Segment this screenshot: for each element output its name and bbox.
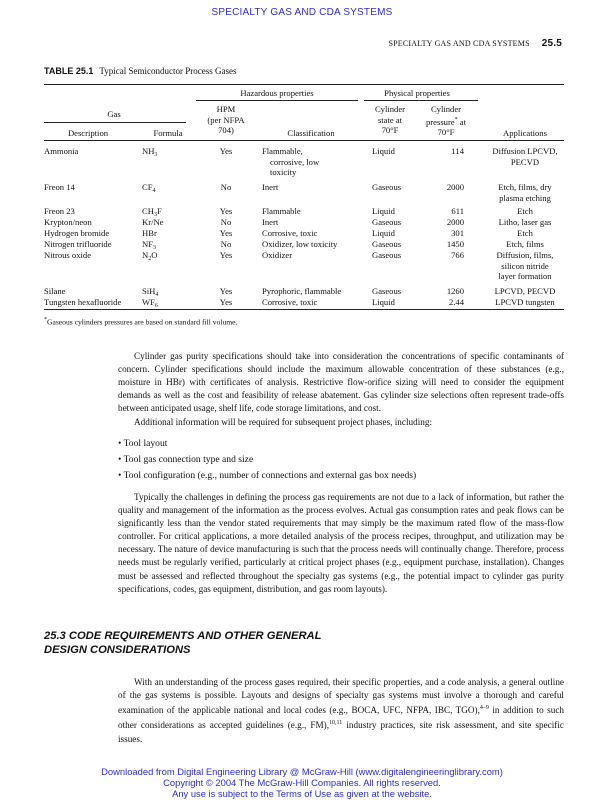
hpm-value: No — [220, 217, 232, 227]
formula-main: SiH — [142, 286, 156, 296]
applications-value: Etch — [517, 206, 533, 216]
gas-group-header: Gas — [107, 109, 121, 119]
cylinder-pressure: 2000 — [446, 217, 464, 227]
cylinder-state: Liquid — [372, 146, 395, 156]
hpm-value: Yes — [219, 206, 233, 216]
classification-value: Corrosive, toxic — [262, 297, 318, 307]
classification-value: Oxidizer — [262, 250, 293, 260]
classification-value: Inert — [262, 182, 279, 192]
formula-main: NF — [142, 239, 153, 249]
cylinder-pressure: 1260 — [446, 286, 464, 296]
formula-subscript: 2 — [148, 256, 152, 262]
classification-value: Inert — [262, 217, 279, 227]
cylinder-state: Gaseous — [372, 217, 402, 227]
formula-tail: F — [156, 206, 162, 216]
applications-value: Diffusion LPCVD, PECVD — [492, 146, 558, 167]
paragraph-code-requirements: With an understanding of the process gases required, their specific properties, and a code analysis, a general outline of the gas systems is possible. Layouts and designs of specialty gas systems must involve a thorough and careful examination of the applicable national and local codes (e.g., BOCA, UFC, NFPA, IBC, TGO),$^{4-9}$ in addition to such other considerations as accepted guidelines (e.g., FM),$^{10,11}$ industry practices, site risk assessment, and site specific issues. — [118, 677, 564, 744]
gas-description: Silane — [44, 286, 66, 296]
footer-banner — [0, 766, 604, 799]
hpm-value: Yes — [219, 228, 233, 238]
formula-main: N — [142, 250, 149, 260]
gas-formula — [142, 228, 194, 239]
gas-formula — [142, 217, 194, 228]
list-item: • Tool layout — [118, 438, 168, 449]
description-header: Description — [67, 128, 109, 138]
gas-description: Ammonia — [44, 146, 79, 156]
classification-value: Oxidizer, low toxicity — [262, 239, 338, 249]
cylinder-pressure: 301 — [451, 228, 464, 238]
applications-value: Litho, laser gas — [498, 217, 552, 227]
formula-main: Kr/Ne — [142, 217, 164, 227]
cylinder-state: Liquid — [372, 228, 395, 238]
reference-superscript: 10,11 — [329, 720, 343, 727]
gas-group-rule — [44, 122, 186, 123]
classification-value: Pyrophoric, flammable — [262, 286, 342, 296]
applications-value: Etch, films — [506, 239, 544, 249]
formula-subscript: 3 — [153, 245, 156, 251]
hazardous-group-rule — [196, 100, 358, 101]
paragraph-purity: Cylinder gas purity specifications should take into consideration the concentrations of specific contaminants of concern. Cylinder specifications should include the maximum allowable concentration of these substances (e.g., moisture in HBr) with certificates of analysis. Restrictive flow-orifice sizing will need to consider the equipment demands as well as the cost and feasibility of release abatement. Gas cylinder size selections often represent trade-offs between anticipated usage, shelf life, code storage limitations, and cost. — [118, 351, 564, 414]
footer-terms-line: Any use is subject to the Terms of Use as given at the website. — [172, 788, 432, 799]
list-item: • Tool configuration (e.g., number of connections and external gas box needs) — [118, 470, 417, 481]
paragraph-additional-info: Additional information will be required for subsequent project phases, including: — [134, 417, 433, 427]
cylinder-pressure: 2000 — [446, 182, 464, 192]
hpm-value: No — [220, 239, 232, 249]
reference-superscript: 4–9 — [479, 705, 489, 712]
gas-description: Freon 14 — [44, 182, 75, 192]
gas-description: Nitrous oxide — [44, 250, 92, 260]
gas-description: Nitrogen trifluoride — [44, 239, 112, 249]
formula-main: WF — [142, 297, 155, 307]
formula-subscript: 4 — [152, 188, 156, 194]
cylinder-pressure: 114 — [451, 146, 464, 156]
cylinder-pressure: 1450 — [446, 239, 464, 249]
physical-group-rule — [364, 100, 478, 101]
formula-subscript: 4 — [155, 292, 159, 298]
footer-copyright-line: Copyright © 2004 The McGraw-Hill Companies. All rights reserved. — [163, 777, 441, 788]
footnote-mark: * — [44, 317, 47, 323]
header-bottom-rule — [44, 140, 564, 141]
state-header: Cylinder state at 70°F — [374, 104, 406, 135]
formula-main: CF — [142, 182, 153, 192]
formula-main: NH — [142, 146, 155, 156]
classification-header: Classification — [287, 128, 335, 138]
cylinder-state: Liquid — [372, 206, 395, 216]
formula-subscript: 6 — [154, 303, 158, 309]
hpm-value: No — [220, 182, 232, 192]
cylinder-state: Liquid — [372, 297, 395, 307]
formula-header: Formula — [153, 128, 183, 138]
running-head — [388, 38, 562, 49]
gas-description: Krypton/neon — [44, 217, 92, 227]
hpm-value: Yes — [219, 250, 233, 260]
cylinder-pressure: 611 — [451, 206, 464, 216]
section-heading: 25.3 CODE REQUIREMENTS AND OTHER GENERAL DESIGN CONSIDERATIONS — [44, 630, 322, 656]
applications-value: Etch, films, dry plasma etching — [498, 182, 552, 203]
physical-group-header: Physical properties — [384, 88, 450, 98]
footer-download-line[interactable]: Downloaded from Digital Engineering Library @ McGraw-Hill (www.digitalengineeringlibrary.com) — [101, 766, 503, 777]
cylinder-state: Gaseous — [372, 182, 402, 192]
hpm-value: Yes — [219, 286, 233, 296]
table-title: Typical Semiconductor Process Gases — [99, 66, 237, 76]
hpm-value: Yes — [219, 146, 233, 156]
cylinder-pressure: 2.44 — [448, 297, 464, 307]
classification-value: Flammable, corrosive, low toxicity — [262, 146, 320, 177]
table-bottom-rule — [44, 309, 564, 310]
cylinder-pressure: 766 — [451, 250, 464, 260]
footnote-text: Gaseous cylinders pressures are based on standard fill volume. — [47, 317, 238, 327]
paragraph-challenges: Typically the challenges in defining the process gas requirements are not due to a lack of information, but rather the quality and management of the information as the process evolves. Actual gas consumption rates and peak flows can be significantly less than the vendor stated requirements that may simply be the maximum rated flow of the mass-flow controller. For critical applications, a more detailed analysis of the process recipes, throughput, and utilization may be necessary. The nature of device manufacturing is such that the process needs will continually change. Therefore, process needs must be regularly verified, particularly at critical project phases (e.g., equipment purchase, installation). Changes must be assessed and reflected throughout the specialty gas systems (e.g., the potential impact to cylinder gas purity specifications, codes, gas equipment, distribution, and gas room layouts). — [118, 492, 564, 594]
gas-description: Hydrogen bromide — [44, 228, 110, 238]
applications-value: LPCVD tungsten — [495, 297, 555, 307]
applications-value: Etch — [517, 228, 533, 238]
formula-tail: O — [151, 250, 158, 260]
table-footnote — [44, 317, 237, 327]
hpm-header: HPM (per NFPA 704) — [207, 104, 245, 135]
page-number: 25.5 — [541, 38, 562, 49]
gas-formula — [142, 250, 194, 265]
cylinder-state: Gaseous — [372, 250, 402, 260]
gas-description: Tungsten hexafluoride — [44, 297, 122, 307]
table-caption — [44, 66, 236, 76]
applications-value: LPCVD, PECVD — [494, 286, 556, 296]
classification-value: Corrosive, toxic — [262, 228, 318, 238]
list-item: • Tool gas connection type and size — [118, 454, 254, 465]
gas-formula — [142, 146, 194, 161]
formula-subscript: 3 — [154, 152, 158, 158]
applications-value: Diffusion, films, silicon nitride layer formation — [496, 250, 554, 281]
table-top-rule — [44, 84, 564, 85]
pressure-footnote-mark: * — [454, 116, 458, 123]
cylinder-state: Gaseous — [372, 239, 402, 249]
gas-description: Freon 23 — [44, 206, 75, 216]
cylinder-state: Gaseous — [372, 286, 402, 296]
running-head-title: SPECIALTY GAS AND CDA SYSTEMS — [388, 39, 530, 48]
hazardous-group-header: Hazardous properties — [240, 88, 314, 98]
table-number: TABLE 25.1 — [44, 66, 94, 76]
hpm-value: Yes — [219, 297, 233, 307]
formula-main: CH — [142, 206, 154, 216]
pressure-header: Cylinder pressure* at 70°F — [426, 104, 466, 137]
top-banner: SPECIALTY GAS AND CDA SYSTEMS — [211, 7, 393, 18]
classification-value: Flammable — [262, 206, 301, 216]
formula-main: HBr — [142, 228, 157, 238]
formula-subscript: 3 — [153, 212, 157, 218]
gas-formula — [142, 182, 194, 197]
applications-header: Applications — [503, 128, 547, 138]
